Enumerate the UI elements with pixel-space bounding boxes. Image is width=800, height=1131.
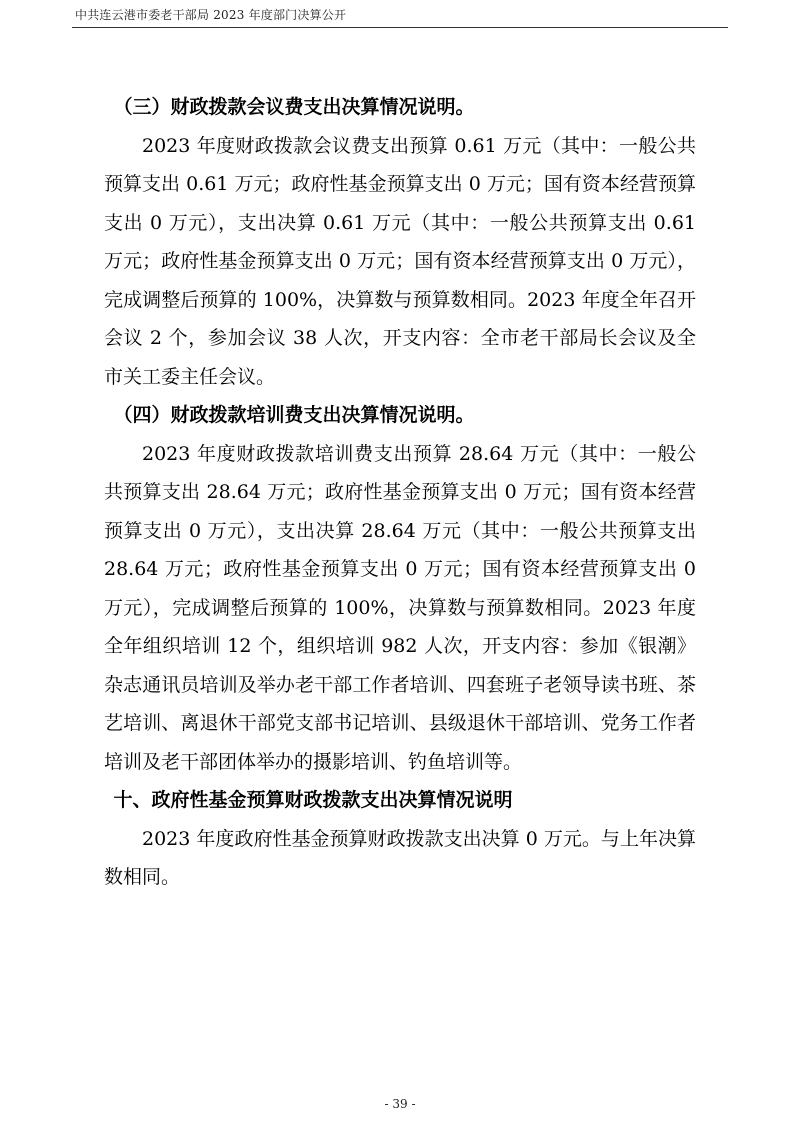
header-divider: [72, 27, 728, 28]
section-heading-government-fund: 十、政府性基金预算财政拨款支出决算情况说明: [113, 789, 513, 811]
section-heading-training-fees: （四）财政拨款培训费支出决算情况说明。: [113, 404, 475, 426]
section-paragraph-meeting-fees: 2023 年度财政拨款会议费支出预算 0.61 万元（其中：一般公共预算支出 0.61 万元；政府性基金预算支出 0 万元；国有资本经营预算支出 0 万元），支出决算 0.61 万元（其中：一般公共预算支出 0.61 万元；政府性基金预算支出 0 万元；国有资本经营预算支出 0 万元），完成调整后预算的 100%，决算数与预算数相同。2023 年度全年召开会议 2 个，参加会议 38 人次，开支内容：全市老干部局长会议及全市关工委主任会议。: [104, 134, 696, 388]
document-body: [104, 88, 696, 897]
section-heading-meeting-fees: （三）财政拨款会议费支出决算情况说明。: [113, 96, 475, 118]
page-number: - 39 -: [384, 1097, 416, 1111]
page-header-title: 中共连云港市委老干部局 2023 年度部门决算公开: [75, 8, 347, 22]
section-paragraph-training-fees: 2023 年度财政拨款培训费支出预算 28.64 万元（其中：一般公共预算支出 28.64 万元；政府性基金预算支出 0 万元；国有资本经营预算支出 0 万元），支出决算 28.64 万元（其中：一般公共预算支出 28.64 万元；政府性基金预算支出 0 万元；国有资本经营预算支出 0 万元），完成调整后预算的 100%，决算数与预算数相同。2023 年度全年组织培训 12 个，组织培训 982 人次，开支内容：参加《银潮》杂志通讯员培训及举办老干部工作者培训、四套班子老领导读书班、茶艺培训、离退休干部党支部书记培训、县级退休干部培训、党务工作者培训及老干部团体举办的摄影培训、钓鱼培训等。: [104, 442, 696, 773]
section-paragraph-government-fund: 2023 年度政府性基金预算财政拨款支出决算 0 万元。与上年决算数相同。: [104, 827, 696, 888]
